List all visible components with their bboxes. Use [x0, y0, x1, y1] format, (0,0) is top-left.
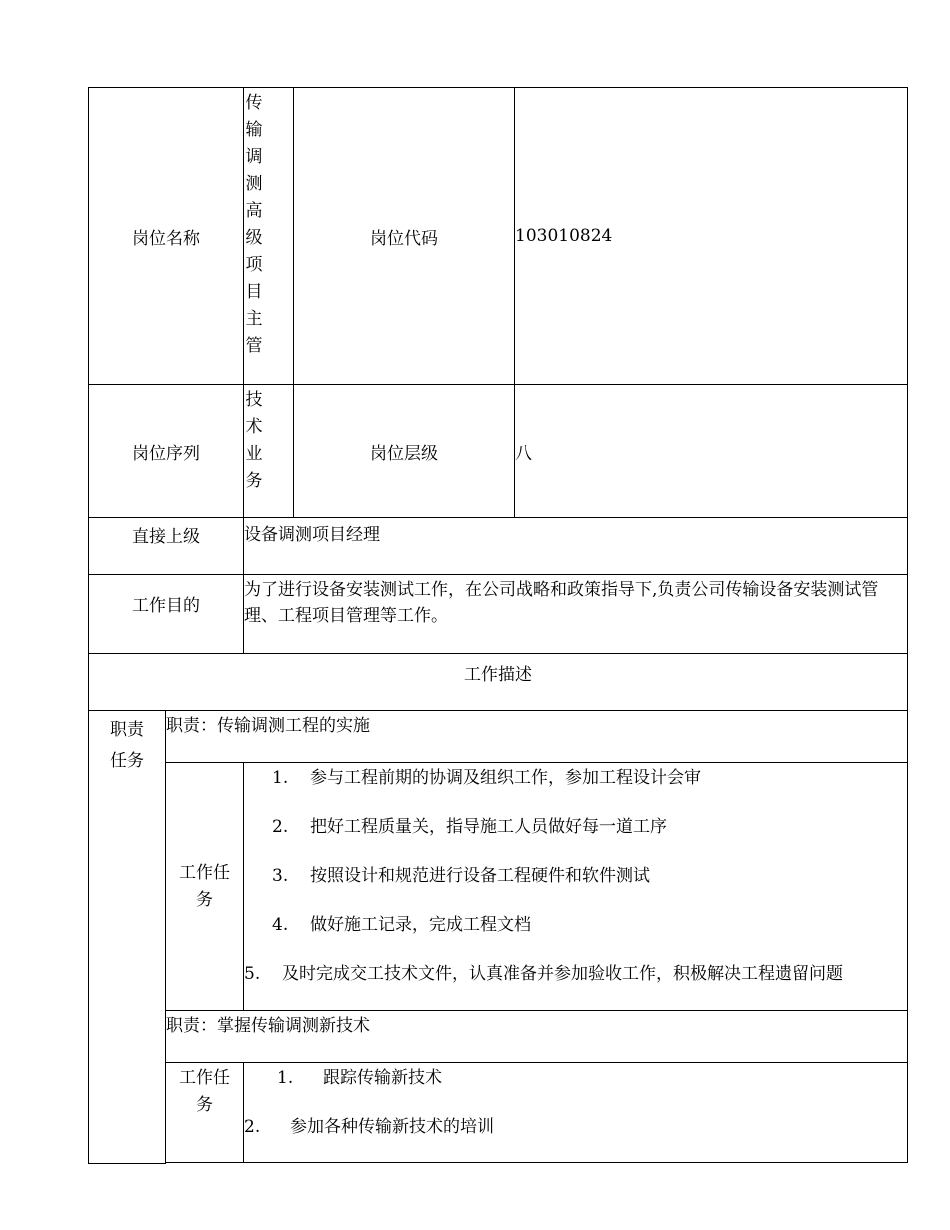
superior-value: 设备调测项目经理	[244, 518, 908, 575]
duty1-title: 职责：传输调测工程的实施	[166, 711, 908, 763]
purpose-label: 工作目的	[89, 575, 244, 654]
description-title-row	[89, 654, 908, 711]
position-name-value: 传 输 调 测 高 级 项 目 主 管	[244, 88, 294, 385]
purpose-value: 为了进行设备安装测试工作，在公司战略和政策指导下,负责公司传输设备安装测试管理、工程项目管理等工作。	[244, 575, 908, 654]
purpose-row	[89, 575, 908, 654]
position-name-row	[89, 88, 908, 385]
description-title: 工作描述	[89, 654, 908, 711]
list-item: 2. 把好工程质量关，指导施工人员做好每一道工序	[272, 817, 667, 837]
position-level-value: 八	[515, 385, 908, 518]
position-level-label: 岗位层级	[294, 385, 515, 518]
superior-label: 直接上级	[89, 518, 244, 575]
position-series-row	[89, 385, 908, 518]
job-description-sheet	[88, 87, 907, 1164]
duty1-task-label: 工作任务	[166, 763, 244, 1011]
list-item: 1. 跟踪传输新技术	[277, 1068, 442, 1088]
position-code-label: 岗位代码	[294, 88, 515, 385]
duty1-task-list	[244, 763, 908, 1011]
list-item: 1. 参与工程前期的协调及组织工作，参加工程设计会审	[272, 768, 701, 788]
position-series-label: 岗位序列	[89, 385, 244, 518]
list-item: 5. 及时完成交工技术文件，认真准备并参加验收工作，积极解决工程遗留问题	[244, 964, 843, 984]
position-series-value: 技 术 业 务	[244, 385, 294, 518]
position-code-value: 103010824	[515, 88, 908, 385]
duty1-tasks-row	[89, 763, 908, 1011]
duty2-task-list	[244, 1063, 908, 1163]
list-item: 4. 做好施工记录，完成工程文档	[272, 915, 531, 935]
spacer-row	[89, 1163, 908, 1164]
duty2-title-row	[89, 1011, 908, 1063]
superior-row	[89, 518, 908, 575]
duty2-tasks-row	[89, 1063, 908, 1163]
list-item: 3. 按照设计和规范进行设备工程硬件和软件测试	[272, 866, 650, 886]
duty1-title-row	[89, 711, 908, 763]
position-name-label: 岗位名称	[89, 88, 244, 385]
duty2-task-label: 工作任务	[166, 1063, 244, 1163]
list-item: 2. 参加各种传输新技术的培训	[244, 1117, 494, 1137]
duty-label: 职责任务	[89, 711, 166, 1164]
duty2-title: 职责：掌握传输调测新技术	[166, 1011, 908, 1063]
job-description-table	[88, 87, 908, 1164]
